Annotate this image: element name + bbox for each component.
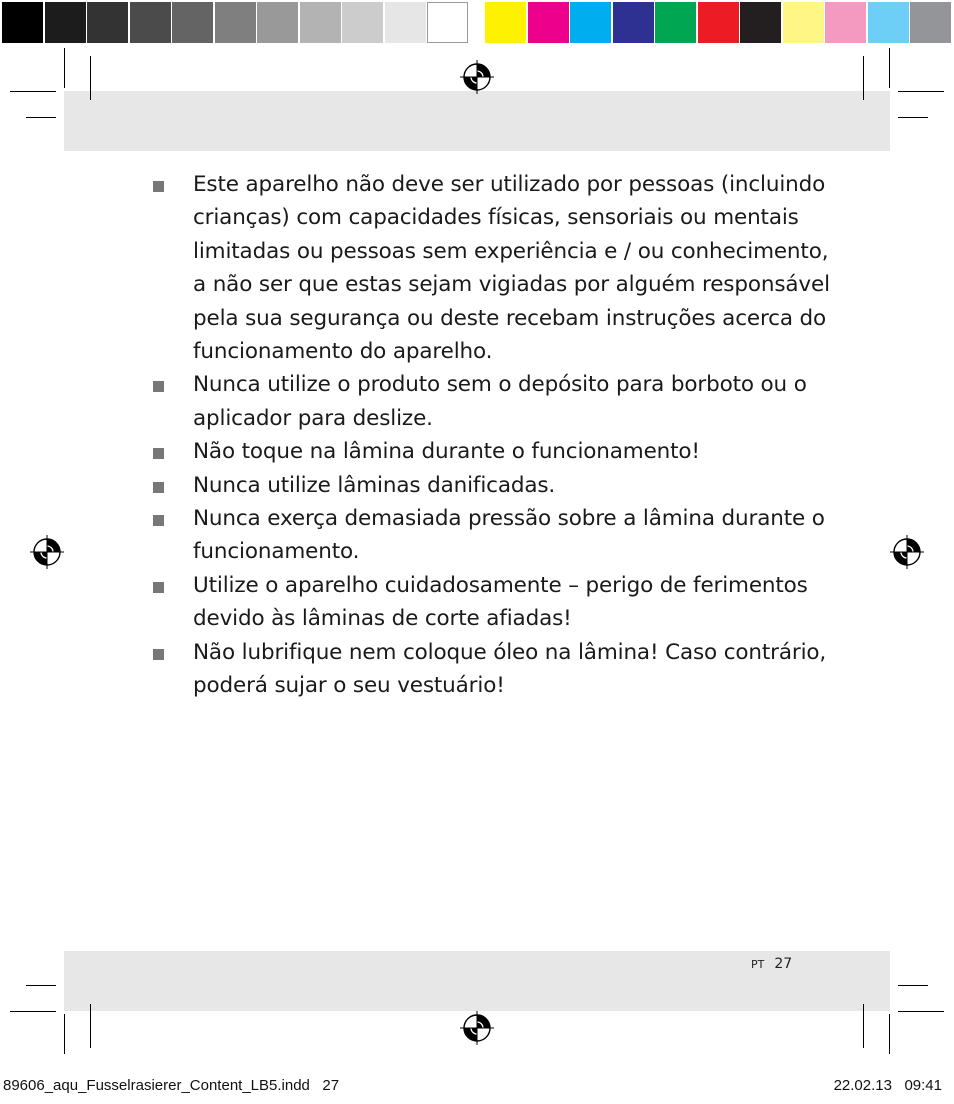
crop-mark — [64, 1014, 65, 1054]
gray-swatch — [215, 2, 256, 43]
instruction-text: Utilize o aparelho cuidadosamente – perigo de ferimentos devido às lâminas de corte afiadas! — [193, 572, 808, 632]
instruction-text: Não lubrifique nem coloque óleo na lâmina! Caso contrário, poderá sujar o seu vestuário! — [193, 639, 827, 699]
color-swatch — [740, 2, 781, 43]
gray-swatch — [130, 2, 171, 43]
color-swatch — [825, 2, 866, 43]
language-code: PT — [751, 958, 765, 971]
safety-instructions-list — [150, 168, 830, 703]
list-item — [150, 435, 830, 468]
instruction-text: Não toque na lâmina durante o funcionamento! — [193, 439, 700, 465]
list-item — [150, 569, 830, 636]
list-item — [150, 168, 830, 368]
crop-mark — [898, 1011, 944, 1012]
crop-mark — [889, 48, 890, 88]
square-bullet-icon — [153, 381, 164, 392]
color-swatch — [655, 2, 696, 43]
gray-swatch — [2, 2, 43, 43]
crop-mark — [898, 117, 928, 118]
registration-mark-icon — [460, 1011, 494, 1045]
crop-mark — [90, 1004, 91, 1048]
color-swatch — [910, 2, 951, 43]
color-swatch — [570, 2, 611, 43]
crop-mark — [898, 91, 944, 92]
gray-swatch — [427, 2, 468, 43]
color-swatch — [698, 2, 739, 43]
color-swatch — [528, 2, 569, 43]
slug-file-info: 89606_aqu_Fusselrasierer_Content_LB5.indd 27 — [3, 1077, 340, 1094]
crop-mark — [889, 1014, 890, 1054]
page-number: 27 — [774, 956, 793, 972]
gray-swatch — [87, 2, 128, 43]
color-swatch — [613, 2, 654, 43]
crop-mark — [10, 91, 56, 92]
square-bullet-icon — [153, 582, 164, 593]
crop-mark — [26, 117, 56, 118]
color-swatch — [783, 2, 824, 43]
gray-swatch — [45, 2, 86, 43]
crop-mark — [863, 56, 864, 100]
registration-mark-icon — [30, 535, 64, 569]
instruction-text: Nunca utilize o produto sem o depósito para borboto ou o aplicador para deslize. — [193, 372, 807, 431]
slug-date-time: 22.02.13 09:41 — [833, 1077, 942, 1094]
list-item — [150, 368, 830, 435]
crop-mark — [10, 1011, 56, 1012]
list-item — [150, 469, 830, 502]
page-number-label — [751, 956, 792, 972]
square-bullet-icon — [153, 649, 164, 660]
instruction-text: Este aparelho não deve ser utilizado por pessoas (incluindo crianças) com capacidades físicas, sensoriais ou mentais limitadas ou pessoas sem experiência e / ou conhecimento, a não ser que estas sejam vigiadas por alguém responsável pela sua segurança ou deste recebam instruções acerca do funcionamento do aparelho. — [193, 172, 830, 365]
header-band — [64, 91, 890, 151]
crop-mark — [898, 985, 928, 986]
crop-mark — [90, 56, 91, 100]
square-bullet-icon — [153, 515, 164, 526]
crop-mark — [26, 985, 56, 986]
color-swatch — [485, 2, 526, 43]
registration-mark-icon — [460, 60, 494, 94]
square-bullet-icon — [153, 482, 164, 493]
square-bullet-icon — [153, 448, 164, 459]
list-item — [150, 636, 830, 703]
gray-swatch — [342, 2, 383, 43]
instruction-text: Nunca utilize lâminas danificadas. — [193, 472, 556, 498]
gray-swatch — [172, 2, 213, 43]
gray-swatch — [257, 2, 298, 43]
gray-swatch — [300, 2, 341, 43]
instruction-text: Nunca exerça demasiada pressão sobre a lâmina durante o funcionamento. — [193, 506, 825, 565]
color-swatch — [868, 2, 909, 43]
registration-mark-icon — [890, 535, 924, 569]
square-bullet-icon — [153, 181, 164, 192]
gray-swatch — [385, 2, 426, 43]
crop-mark — [863, 1004, 864, 1048]
list-item — [150, 502, 830, 569]
crop-mark — [64, 48, 65, 88]
